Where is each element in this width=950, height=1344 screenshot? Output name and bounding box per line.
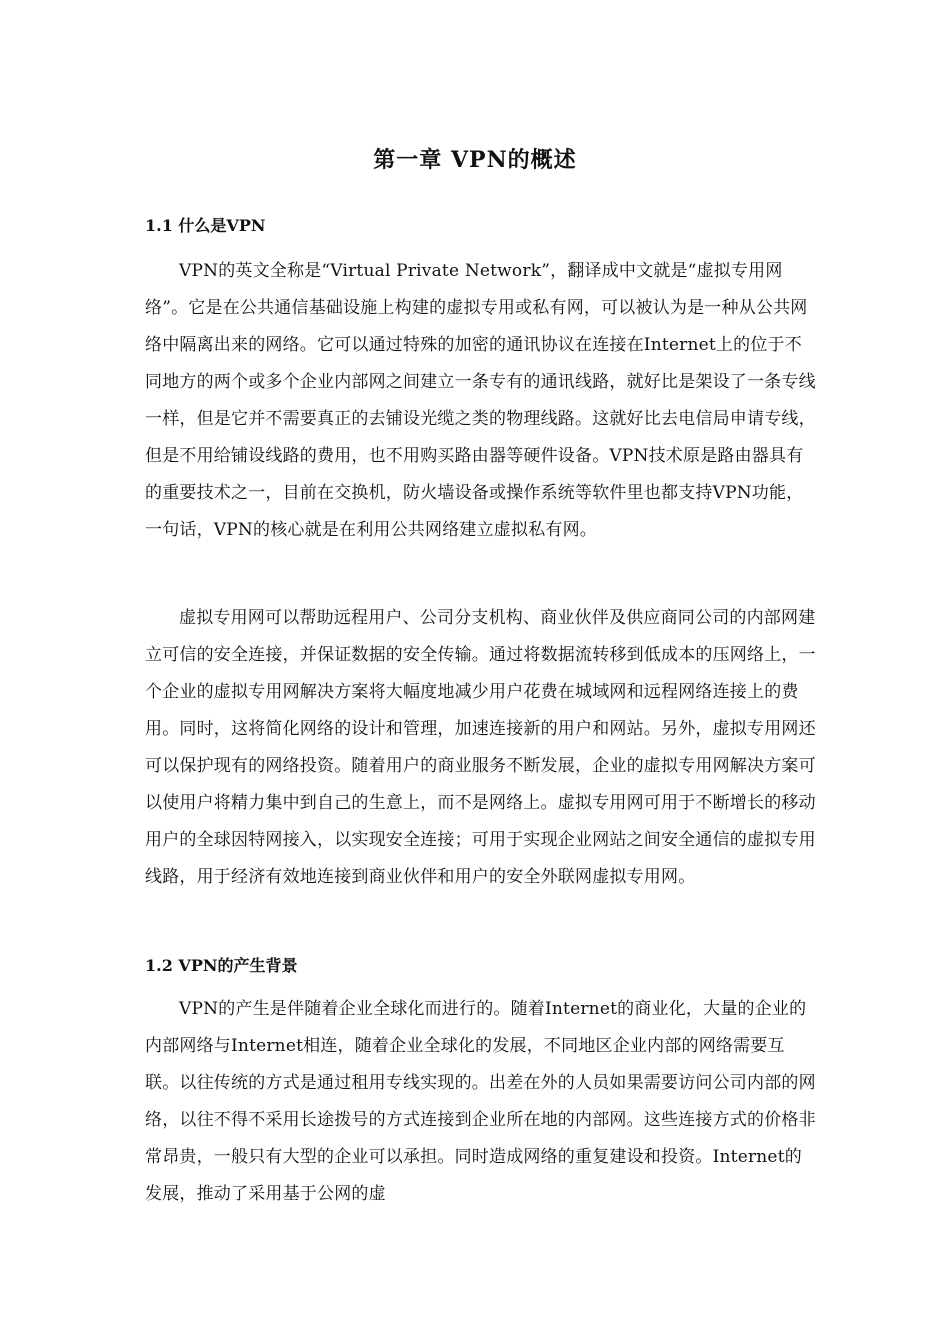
chapter-title: 第一章 VPN的概述: [373, 147, 577, 173]
paragraph: 虚拟专用网可以帮助远程用户、公司分支机构、商业伙伴及供应商同公司的内部网建立可信的安全连接，并保证数据的安全传输。通过将数据流转移到低成本的压网络上，一个企业的虚拟专用网解决方案将大幅度地减少用户花费在城域网和远程网络连接上的费用。同时，这将简化网络的设计和管理，加速连接新的用户和网站。另外，虚拟专用网还可以保护现有的网络投资。随着用户的商业服务不断发展，企业的虚拟专用网解决方案可以使用户将精力集中到自己的生意上，而不是网络上。虚拟专用网可用于不断增长的移动用户的全球因特网接入，以实现安全连接；可用于实现企业网站之间安全通信的虚拟专用线路，用于经济有效地连接到商业伙伴和用户的安全外联网虚拟专用网。: [145, 608, 816, 887]
section-heading-1-1: 1.1 什么是VPN: [145, 216, 266, 235]
paragraph: VPN的英文全称是“Virtual Private Network”，翻译成中文就是“虚拟专用网络”。它是在公共通信基础设施上构建的虚拟专用或私有网，可以被认为是一种从公共网络中隔离出来的网络。它可以通过特殊的加密的通讯协议在连接在Internet上的位于不同地方的两个或多个企业内部网之间建立一条专有的通讯线路，就好比是架设了一条专线一样，但是它并不需要真正的去铺设光缆之类的物理线路。这就好比去电信局申请专线，但是不用给铺设线路的费用，也不用购买路由器等硬件设备。VPN技术原是路由器具有的重要技术之一，目前在交换机，防火墙设备或操作系统等软件里也都支持VPN功能，一句话，VPN的核心就是在利用公共网络建立虚拟私有网。: [145, 261, 816, 540]
section-heading-1-2: 1.2 VPN的产生背景: [145, 956, 298, 975]
paragraph: VPN的产生是伴随着企业全球化而进行的。随着Internet的商业化，大量的企业的内部网络与Internet相连，随着企业全球化的发展，不同地区企业内部的网络需要互联。以往传统的方式是通过租用专线实现的。出差在外的人员如果需要访问公司内部的网络，以往不得不采用长途拨号的方式连接到企业所在地的内部网。这些连接方式的价格非常昂贵，一般只有大型的企业可以承担。同时造成网络的重复建设和投资。Internet的发展，推动了采用基于公网的虚: [145, 999, 816, 1204]
